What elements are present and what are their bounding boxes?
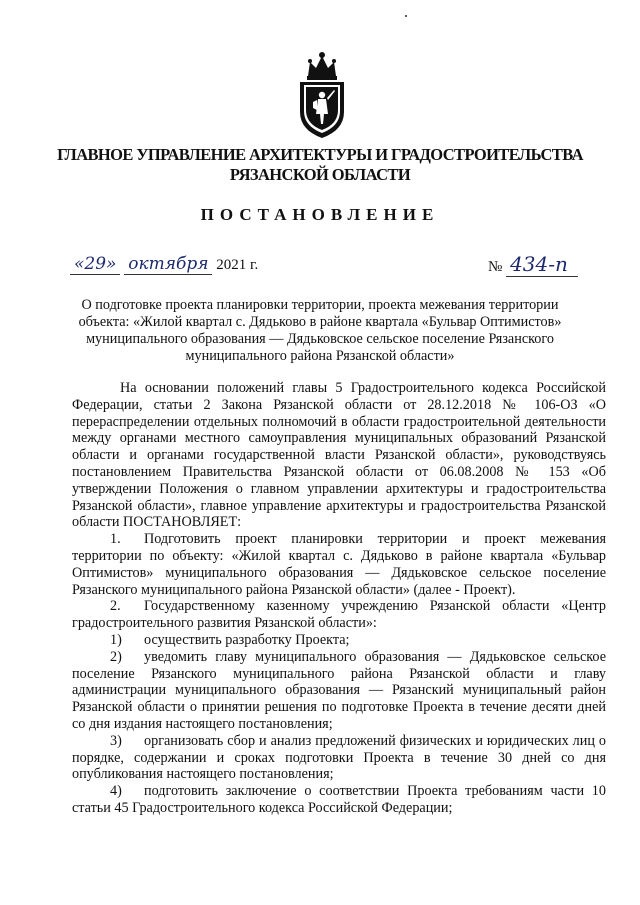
subitem-2-paragraph: [72, 649, 606, 733]
document-body: [72, 380, 606, 817]
document-type-title: ПОСТАНОВЛЕНИЕ: [200, 205, 440, 224]
number-handwritten: 434-п: [506, 252, 578, 277]
number-prefix: №: [488, 259, 503, 275]
item-1-paragraph: [72, 531, 606, 598]
subitem-2-marker: 2): [110, 648, 122, 665]
subitem-3-paragraph: [72, 733, 606, 783]
subitem-4-text: подготовить заключение о соответствии Проекта требованиям части 10 статьи 45 Градостроительного кодекса Российской Федерации;: [72, 783, 606, 816]
date-day-handwritten: «29»: [70, 254, 120, 275]
subitem-1-marker: 1): [110, 631, 122, 648]
subitem-1-text: осуществить разработку Проекта;: [144, 631, 350, 648]
document-number: [488, 252, 578, 276]
item-1-marker: 1.: [110, 531, 121, 548]
subitem-3-text: организовать сбор и анализ предложений физических и юридических лиц о порядке, содержании и сроках подготовки Проекта в течение 30 дней со дня опубликования настоящего постановления;: [72, 732, 606, 783]
subitem-2-text: уведомить главу муниципального образования — Дядьковское сельское поселение Рязанского муниципального района Рязанской области и главу администрации муниципального образования — Рязанский муниципальный район Рязанской области о принятии решения по подготовке Проекта в течение десяти дней со дня издания настоящего постановления;: [72, 648, 606, 732]
item-2-text: Государственному казенному учреждению Рязанской области «Центр градостроительного развития Рязанской области»:: [72, 598, 606, 632]
scan-speck: [405, 15, 407, 17]
item-2-marker: 2.: [110, 598, 121, 615]
organization-name-line2: РЯЗАНСКОЙ ОБЛАСТИ: [229, 165, 411, 184]
date-year: 2021 г.: [216, 257, 259, 273]
subitem-4-marker: 4): [110, 783, 122, 800]
subitem-3-marker: 3): [110, 732, 122, 749]
item-2-paragraph: [72, 598, 606, 632]
preamble-paragraph: На основании положений главы 5 Градостроительного кодекса Российской Федерации, статьи 2 Закона Рязанской области от 28.12.2018 № 106-ОЗ «О перераспределении отдельных полномочий в области градостроительной деятельности между органами местного самоуправления муниципальных образований Рязанской области и органами государственной власти Рязанской области», руководствуясь постановлением Правительства Рязанской области от 06.08.2008 № 153 «Об утверждении Положения о главном управлении архитектуры и градостроительства Рязанской области», главное управление архитектуры и градостроительства Рязанской области ПОСТАНОВЛЯЕТ:: [72, 380, 606, 531]
subitem-1-paragraph: [72, 632, 606, 649]
subitem-4-paragraph: [72, 783, 606, 817]
ryazan-coat-of-arms-icon: [294, 50, 350, 140]
item-1-text: Подготовить проект планировки территории и проект межевания территории по объекту: «Жилой квартал с. Дядьково в районе квартала «Бульвар Оптимистов» муниципального образования — Дядьковское сельское поселение Рязанского муниципального района Рязанской области» (далее - Проект).: [72, 531, 606, 598]
date-month-handwritten: октября: [124, 254, 212, 275]
organization-name-line1: ГЛАВНОЕ УПРАВЛЕНИЕ АРХИТЕКТУРЫ И ГРАДОСТРОИТЕЛЬСТВА: [57, 145, 583, 164]
document-subject: О подготовке проекта планировки территории, проекта межевания территории объекта: «Жилой квартал с. Дядьково в районе квартала «Бульвар Оптимистов» муниципального образования — Дядьковское сельское поселение Рязанского муниципального района Рязанской области»: [78, 297, 562, 364]
document-date: [70, 254, 258, 274]
